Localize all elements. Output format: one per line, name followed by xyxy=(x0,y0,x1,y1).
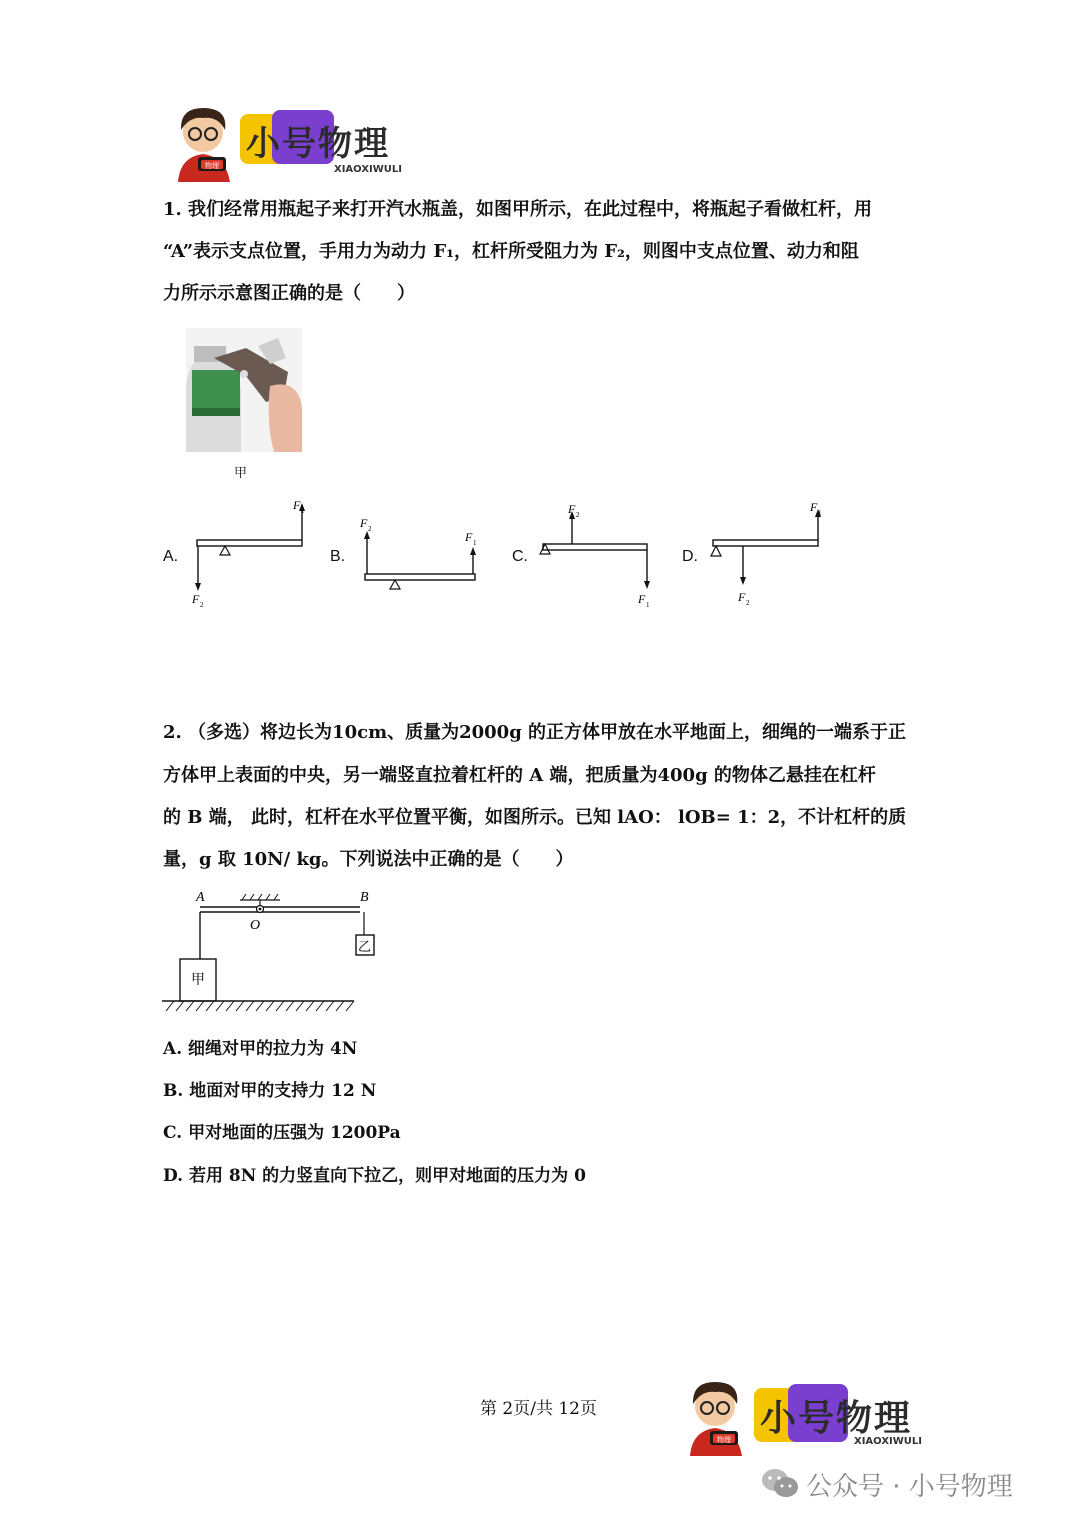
label-f1: F xyxy=(465,530,473,544)
label-f1-sub: 1 xyxy=(473,539,477,547)
q1-option-a-label: A. xyxy=(163,548,179,565)
footer-logo xyxy=(680,1376,930,1456)
footer-logo-subtext: XIAOXIWULI xyxy=(854,1436,922,1447)
q2-choice-a: A. 细绳对甲的拉力为 4N xyxy=(163,1039,358,1059)
label-f2-sub: 2 xyxy=(746,599,750,607)
label-f2-sub: 2 xyxy=(200,601,204,609)
q2-line-1: 2. （多选）将边长为10cm、质量为2000g 的正方体甲放在水平地面上，细绳的一端系于正 xyxy=(163,722,907,743)
q2-line-2: 方体甲上表面的中央，另一端竖直拉着杠杆的 A 端，把质量为400g 的物体乙悬挂在杠杆 xyxy=(163,765,876,786)
q2-line-3: 的 B 端， 此时，杠杆在水平位置平衡，如图所示。已知 lAO： lOB= 1：2，不计杠杆的质 xyxy=(163,807,907,828)
q2-choice-d: D. 若用 8N 的力竖直向下拉乙，则甲对地面的压力为 0 xyxy=(163,1166,586,1186)
q1-option-b-diagram xyxy=(350,505,480,615)
q2-choice-b: B. 地面对甲的支持力 12 N xyxy=(163,1081,377,1101)
label-o: O xyxy=(250,918,261,933)
q1-option-a-diagram xyxy=(180,495,310,615)
mascot-icon xyxy=(680,1376,750,1456)
q1-option-b-label: B. xyxy=(330,548,346,565)
label-f2: F xyxy=(192,592,200,606)
q1-line-2: “A”表示支点位置，手用力为动力 F₁，杠杆所受阻力为 F₂，则图中支点位置、动力和阻 xyxy=(163,241,859,262)
wechat-account-label: 公众号 · 小号物理 xyxy=(806,1472,1013,1502)
label-f1-sub: 1 xyxy=(818,509,822,517)
label-f2-sub: 2 xyxy=(576,511,580,519)
q1-line-1: 1. 我们经常用瓶起子来打开汽水瓶盖，如图甲所示，在此过程中，将瓶起子看做杠杆，用 xyxy=(163,199,873,220)
label-f2: F xyxy=(568,502,576,516)
q2-lever-diagram xyxy=(162,885,372,1015)
q1-option-c-label: C. xyxy=(512,548,528,565)
page-number: 第 2页/共 12页 xyxy=(480,1399,597,1419)
q1-line-3: 力所示示意图正确的是（ ） xyxy=(163,283,415,304)
label-a: A xyxy=(196,890,205,905)
label-f1-sub: 1 xyxy=(301,507,305,515)
q1-option-d-diagram xyxy=(700,495,830,615)
mascot-badge-text: 物理 xyxy=(717,1436,731,1444)
label-f2: F xyxy=(360,516,368,530)
block-jia-label: 甲 xyxy=(191,973,205,988)
label-f1: F xyxy=(810,500,818,514)
bottle-opener-photo xyxy=(186,328,302,452)
header-logo-subtext: XIAOXIWULI xyxy=(334,164,402,175)
label-f2-sub: 2 xyxy=(368,525,372,533)
label-b: B xyxy=(360,890,369,905)
mascot-badge-text: 物理 xyxy=(205,162,219,170)
mascot-icon xyxy=(168,102,238,182)
photo-caption: 甲 xyxy=(234,466,248,481)
block-yi-label: 乙 xyxy=(358,939,372,954)
q2-choice-c: C. 甲对地面的压强为 1200Pa xyxy=(163,1123,401,1143)
label-f1-sub: 1 xyxy=(646,601,650,609)
q1-option-d-label: D. xyxy=(682,548,698,565)
footer-logo-text: 小号物理 xyxy=(760,1398,913,1439)
q1-option-c-diagram xyxy=(530,495,660,615)
label-f1: F xyxy=(638,592,646,606)
label-f2: F xyxy=(738,590,746,604)
wechat-icon xyxy=(760,1467,800,1499)
header-logo xyxy=(168,102,408,182)
q2-line-4: 量，g 取 10N/ kg。下列说法中正确的是（ ） xyxy=(163,849,574,870)
label-f1: F xyxy=(293,498,301,512)
header-logo-text: 小号物理 xyxy=(246,124,390,164)
